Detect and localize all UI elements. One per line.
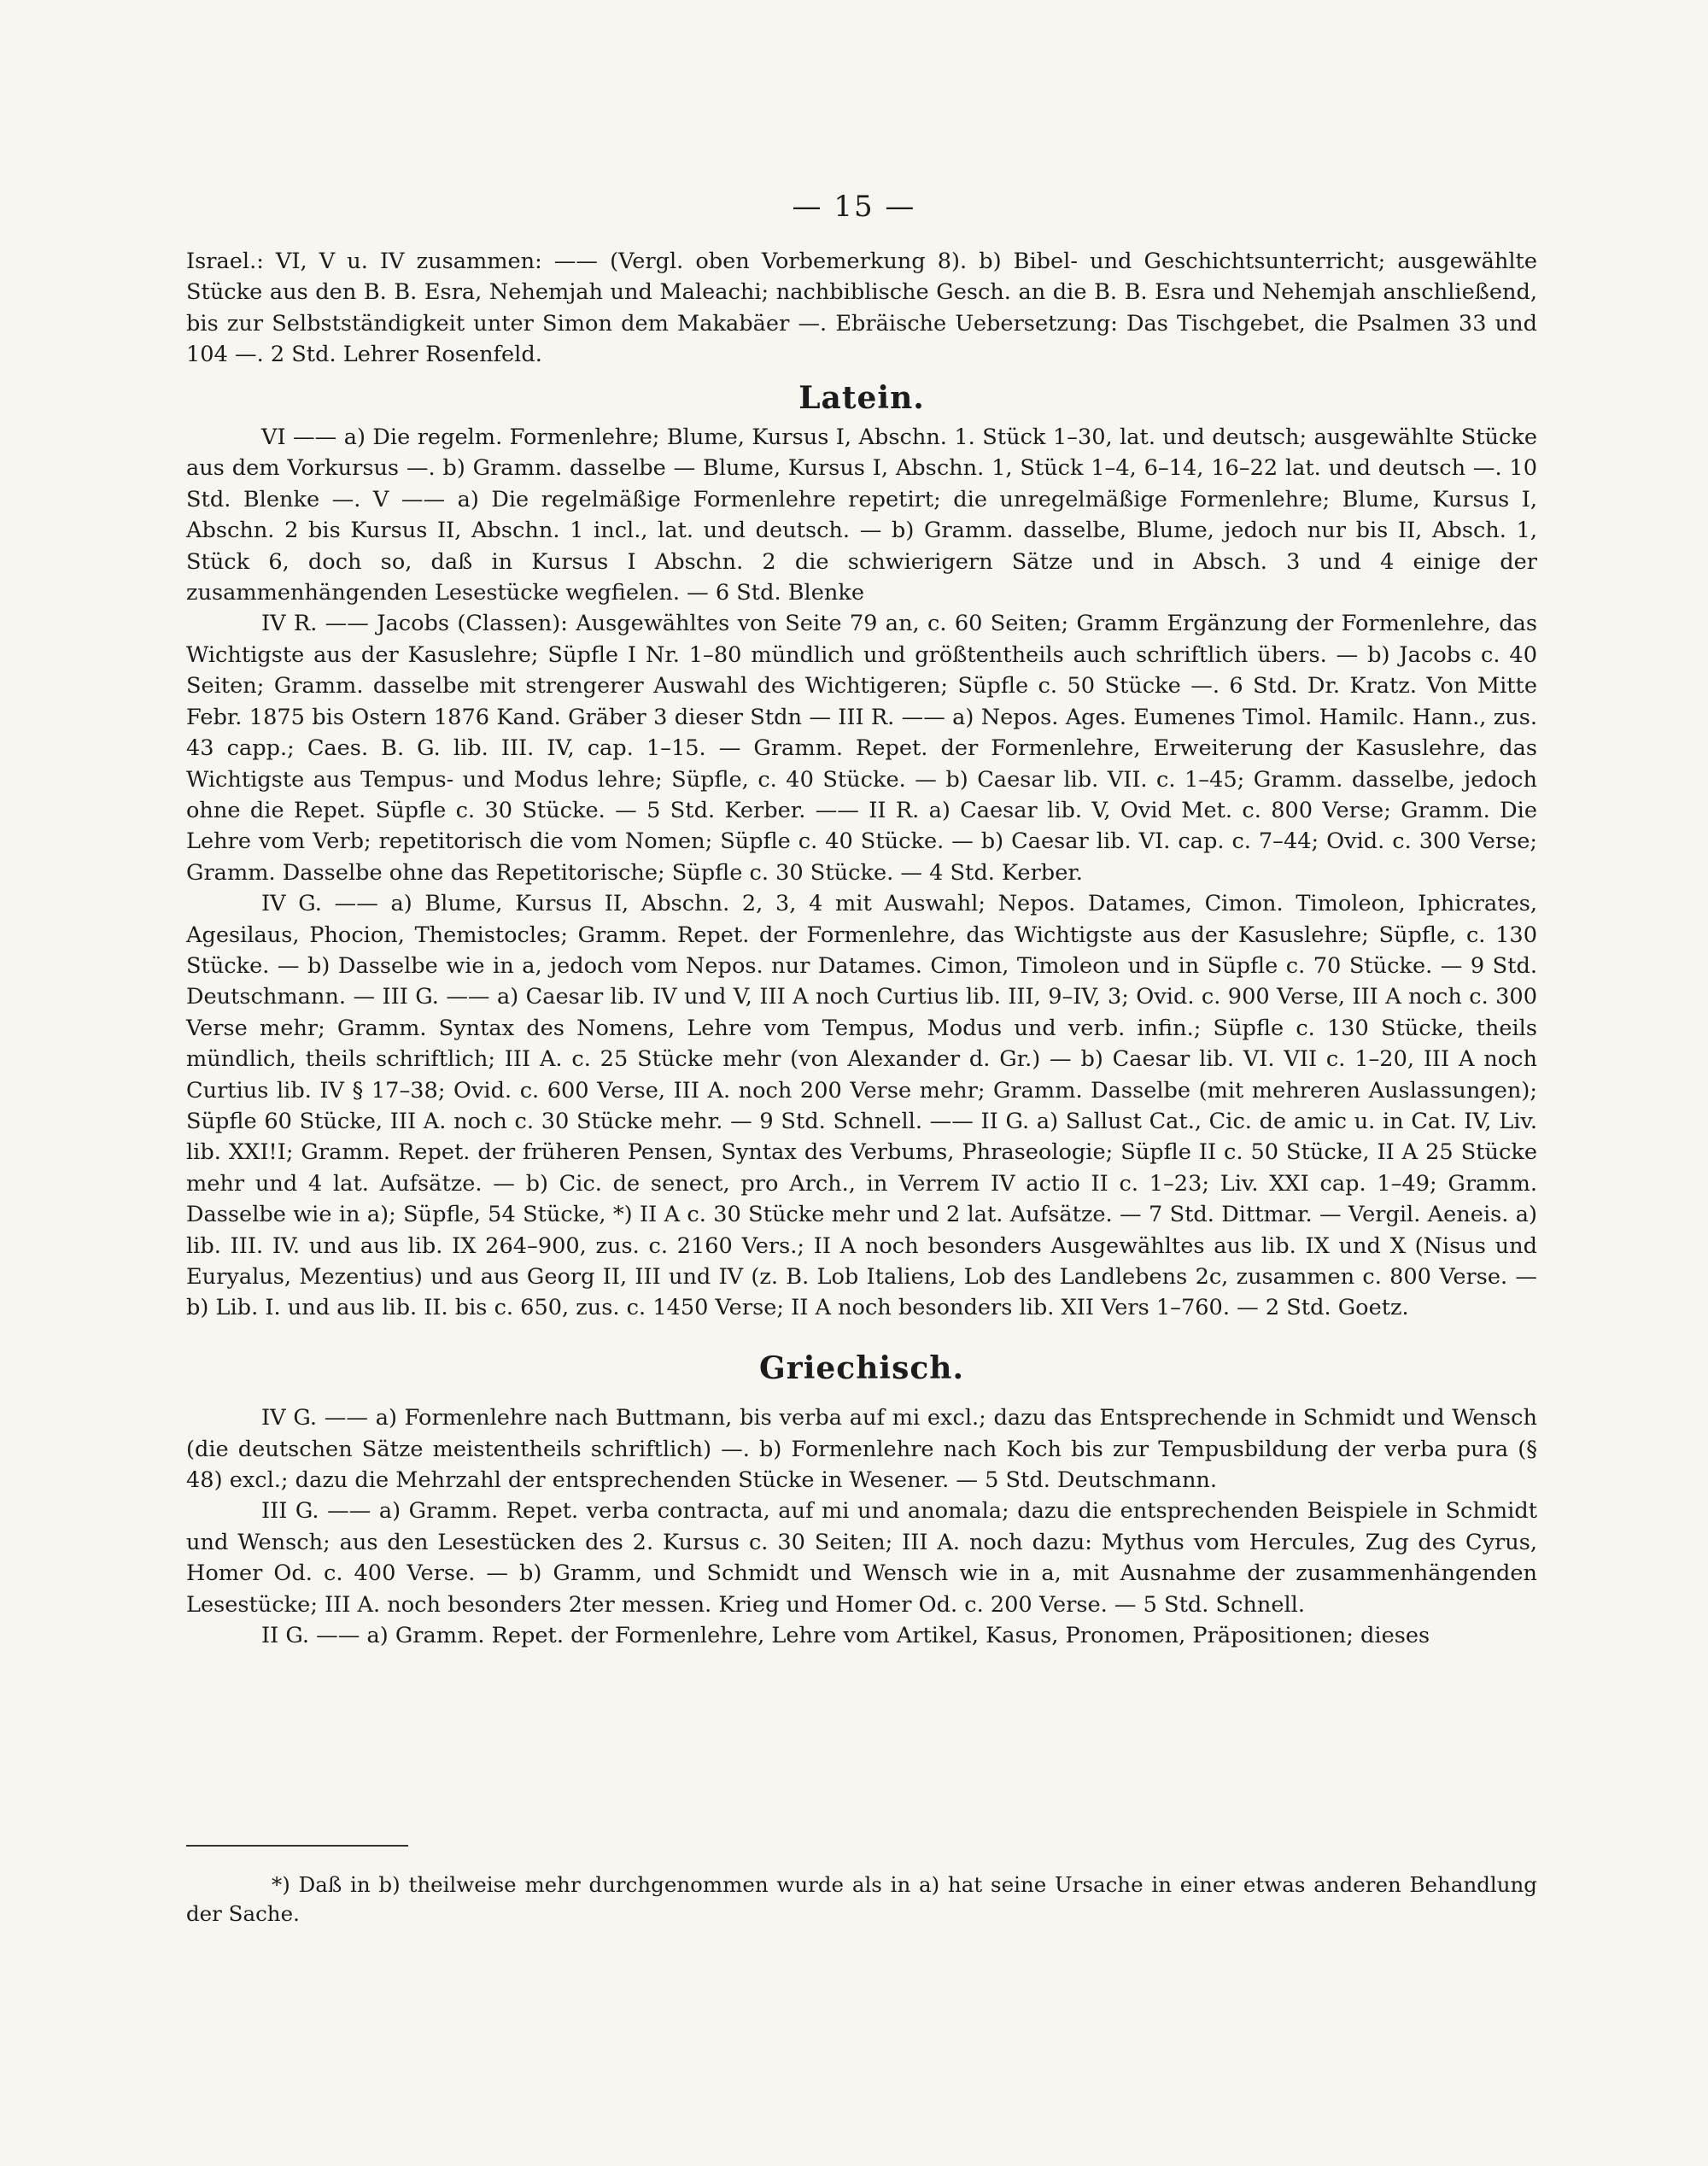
paragraph-israel: Israel.: VI, V u. IV zusammen: —— (Vergl. oben Vorbemerkung 8). b) Bibel- und Geschichtsunterricht; ausgewählte Stücke aus den B. B. Esra, Nehemjah und Maleachi; nachbiblische Gesch. an die B. B. Esra und Nehemjah anschließend, bis zur Selbstständigkeit unter Simon dem Makabäer —. Ebräische Uebersetzung: Das Tischgebet, die Psalmen 33 und 104 —. 2 Std. Lehrer Rosenfeld. <box>186 249 1537 368</box>
heading-latein: Latein. <box>798 379 925 416</box>
paragraph-latein-iv-g: IV G. —— a) Blume, Kursus II, Abschn. 2, 3, 4 mit Auswahl; Nepos. Datames, Cimon. Timoleon, Iphicrates, Agesilaus, Phocion, Themistocles; Gramm. Repet. der Formenlehre, das Wichtigste aus der Kasuslehre; Süpfle, c. 130 Stücke. — b) Dasselbe wie in a, jedoch vom Nepos. nur Datames. Cimon, Timoleon und in Süpfle c. 70 Stücke. — 9 Std. Deutschmann. — III G. —— a) Caesar lib. IV und V, III A noch Curtius lib. III, 9–IV, 3; Ovid. c. 900 Verse, III A noch c. 300 Verse mehr; Gramm. Syntax des Nomens, Lehre vom Tempus, Modus und verb. infin.; Süpfle c. 130 Stücke, theils mündlich, theils schriftlich; III A. c. 25 Stücke mehr (von Alexander d. Gr.) — b) Caesar lib. VI. VII c. 1–20, III A noch Curtius lib. IV § 17–38; Ovid. c. 600 Verse, III A. noch 200 Verse mehr; Gramm. Dasselbe (mit mehreren Auslassungen); Süpfle 60 Stücke, III A. noch c. 30 Stücke mehr. — 9 Std. Schnell. —— II G. a) Sallust Cat., Cic. de amic u. in Cat. IV, Liv. lib. XXI!I; Gramm. Repet. der früheren Pensen, Syntax des Verbums, Phraseologie; Süpfle II c. 50 Stücke, II A 25 Stücke mehr und 4 lat. Aufsätze. — b) Cic. de senect, pro Arch., in Verrem IV actio II c. 1–23; Liv. XXI cap. 1–49; Gramm. Dasselbe wie in a); Süpfle, 54 Stücke, *) II A c. 30 Stücke mehr und 2 lat. Aufsätze. — 7 Std. Dittmar. — Vergil. Aeneis. a) lib. III. IV. und aus lib. IX 264–900, zus. c. 2160 Vers.; II A noch besonders Ausgewähltes aus lib. IX und X (Nisus und Euryalus, Mezentius) und aus Georg II, III und IV (z. B. Lob Italiens, Lob des Landlebens 2c, zusammen c. 800 Verse. — b) Lib. I. und aus lib. II. bis c. 650, zus. c. 1450 Verse; II A noch besonders lib. XII Vers 1–760. — 2 Std. Goetz. <box>186 891 1537 1321</box>
paragraph-griechisch-iv-g: IV G. —— a) Formenlehre nach Buttmann, bis verba auf mi excl.; dazu das Entsprechende in Schmidt und Wensch (die deutschen Sätze meistentheils schriftlich) —. b) Formenlehre nach Koch bis zur Tempusbildung der verba pura (§ 48) excl.; dazu die Mehrzahl der entsprechenden Stücke in Wesener. — 5 Std. Deutschmann. <box>186 1405 1537 1494</box>
paragraph-griechisch-iii-g: III G. —— a) Gramm. Repet. verba contracta, auf mi und anomala; dazu die entsprechenden Beispiele in Schmidt und Wensch; aus den Lesestücken des 2. Kursus c. 30 Seiten; III A. noch dazu: Mythus vom Hercules, Zug des Cyrus, Homer Od. c. 400 Verse. — b) Gramm, und Schmidt und Wensch wie in a, mit Ausnahme der zusammenhängenden Lesestücke; III A. noch besonders 2ter messen. Krieg und Homer Od. c. 200 Verse. — 5 Std. Schnell. <box>186 1498 1537 1618</box>
paragraph-griechisch-ii-g: II G. —— a) Gramm. Repet. der Formenlehre, Lehre vom Artikel, Kasus, Pronomen, Präpositionen; dieses <box>261 1623 1430 1649</box>
heading-griechisch: Griechisch. <box>759 1349 964 1386</box>
page-body <box>186 246 1537 1651</box>
paragraph-latein-vi-v: VI —— a) Die regelm. Formenlehre; Blume, Kursus I, Abschn. 1. Stück 1–30, lat. und deutsch; ausgewählte Stücke aus dem Vorkursus —. b) Gramm. dasselbe — Blume, Kursus I, Abschn. 1, Stück 1–4, 6–14, 16–22 lat. und deutsch —. 10 Std. Blenke —. V —— a) Die regelmäßige Formenlehre repetirt; die unregelmäßige Formenlehre; Blume, Kursus I, Abschn. 2 bis Kursus II, Abschn. 1 incl., lat. und deutsch. — b) Gramm. dasselbe, Blume, jedoch nur bis II, Absch. 1, Stück 6, doch so, daß in Kursus I Abschn. 2 die schwierigern Sätze und in Absch. 3 und 4 einige der zusammenhängenden Lesestücke wegfielen. — 6 Std. Blenke <box>186 424 1537 606</box>
page-number: — 15 — <box>792 190 916 224</box>
paragraph-latein-iv-r: IV R. —— Jacobs (Classen): Ausgewähltes von Seite 79 an, c. 60 Seiten; Gramm Ergänzung der Formenlehre, das Wichtigste aus der Kasuslehre; Süpfle I Nr. 1–80 mündlich und größtentheils auch schriftlich übers. — b) Jacobs c. 40 Seiten; Gramm. dasselbe mit strengerer Auswahl des Wichtigeren; Süpfle c. 50 Stücke —. 6 Std. Dr. Kratz. Von Mitte Febr. 1875 bis Ostern 1876 Kand. Gräber 3 dieser Stdn — III R. —— a) Nepos. Ages. Eumenes Timol. Hamilc. Hann., zus. 43 capp.; Caes. B. G. lib. III. IV, cap. 1–15. — Gramm. Repet. der Formenlehre, Erweiterung der Kasuslehre, das Wichtigste aus Tempus- und Modus lehre; Süpfle, c. 40 Stücke. — b) Caesar lib. VII. c. 1–45; Gramm. dasselbe, jedoch ohne die Repet. Süpfle c. 30 Stücke. — 5 Std. Kerber. —— II R. a) Caesar lib. V, Ovid Met. c. 800 Verse; Gramm. Die Lehre vom Verb; repetitorisch die vom Nomen; Süpfle c. 40 Stücke. — b) Caesar lib. VI. cap. c. 7–44; Ovid. c. 300 Verse; Gramm. Dasselbe ohne das Repetitorische; Süpfle c. 30 Stücke. — 4 Std. Kerber. <box>186 611 1537 886</box>
footnote-rule <box>186 1845 408 1847</box>
footnote: *) Daß in b) theilweise mehr durchgenommen wurde als in a) hat seine Ursache in einer etwas anderen Behandlung der Sache. <box>186 1872 1537 1926</box>
